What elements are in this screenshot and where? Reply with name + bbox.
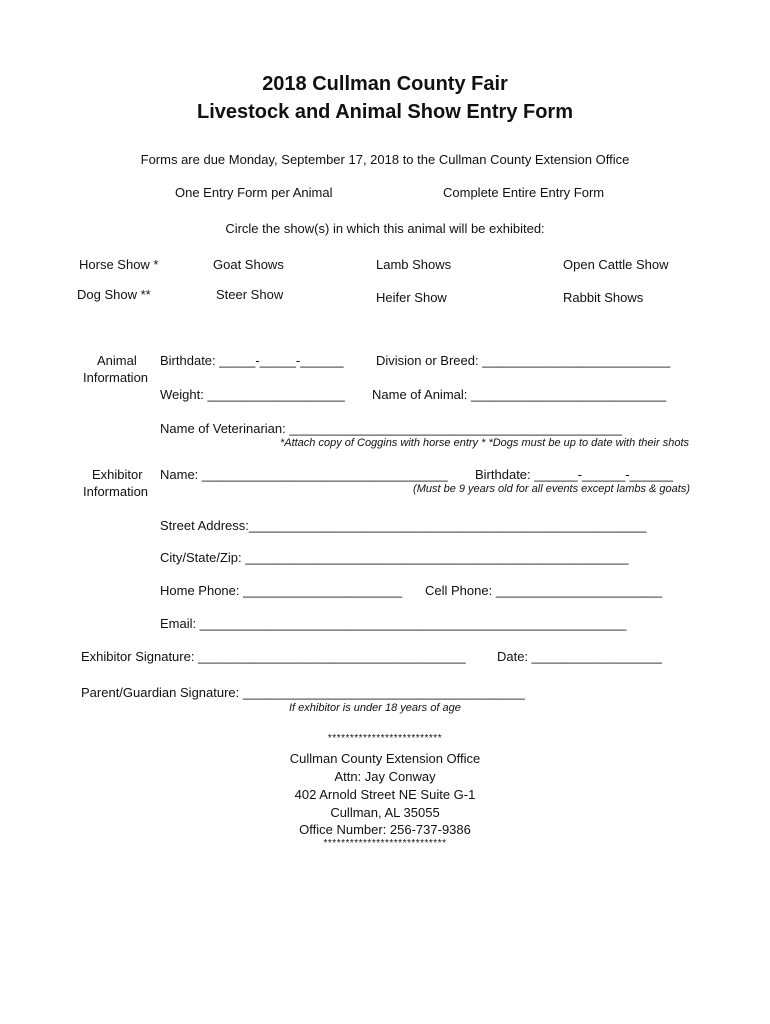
cell-phone-field[interactable]: Cell Phone: _______________________ xyxy=(425,583,663,598)
exhibitor-section-heading: Exhibitor xyxy=(92,467,143,482)
exhibitor-section-heading-2: Information xyxy=(83,484,149,499)
office-street: 402 Arnold Street NE Suite G-1 xyxy=(294,787,476,802)
age-note: (Must be 9 years old for all events except lambs & goats) xyxy=(413,483,690,495)
street-address-field[interactable]: Street Address:_______________________________________________________ xyxy=(160,518,647,533)
exhibitor-signature-field[interactable]: Exhibitor Signature: _____________________________________ xyxy=(81,649,466,664)
animal-section-heading-2: Information xyxy=(83,370,149,385)
animal-name-field[interactable]: Name of Animal: ___________________________ xyxy=(372,387,667,402)
one-entry-rule: One Entry Form per Animal xyxy=(175,185,333,200)
goat-show-option[interactable]: Goat Shows xyxy=(213,257,284,272)
horse-show-option[interactable]: Horse Show * xyxy=(79,257,159,272)
weight-field[interactable]: Weight: ___________________ xyxy=(160,387,345,402)
complete-form-rule: Complete Entire Entry Form xyxy=(443,185,605,200)
steer-show-option[interactable]: Steer Show xyxy=(216,287,284,302)
rabbit-show-option[interactable]: Rabbit Shows xyxy=(563,290,644,305)
exhibitor-name-field[interactable]: Name: __________________________________ xyxy=(160,467,448,482)
animal-birthdate-field[interactable]: Birthdate: _____-_____-______ xyxy=(160,353,344,368)
division-breed-field[interactable]: Division or Breed: __________________________ xyxy=(376,353,671,368)
vet-note: *Attach copy of Coggins with horse entry * *Dogs must be up to date with their shots xyxy=(279,437,689,449)
parent-signature-note: If exhibitor is under 18 years of age xyxy=(289,702,461,714)
due-date-line: Forms are due Monday, September 17, 2018 to the Cullman County Extension Office xyxy=(140,152,630,167)
form-title-line1: 2018 Cullman County Fair xyxy=(262,73,508,95)
office-phone: Office Number: 256-737-9386 xyxy=(299,822,471,837)
stars-divider-top: ************************** xyxy=(327,733,443,744)
office-city: Cullman, AL 35055 xyxy=(330,805,440,820)
email-field[interactable]: Email: ___________________________________________________________ xyxy=(160,616,627,631)
form-title-line2: Livestock and Animal Show Entry Form xyxy=(197,101,573,123)
veterinarian-field[interactable]: Name of Veterinarian: ______________________________________________ xyxy=(160,421,622,436)
stars-divider-bottom: **************************** xyxy=(323,838,447,849)
open-cattle-show-option[interactable]: Open Cattle Show xyxy=(563,257,669,272)
city-state-zip-field[interactable]: City/State/Zip: _____________________________________________________ xyxy=(160,550,629,565)
exhibitor-birthdate-field[interactable]: Birthdate: ______-______-______ xyxy=(475,467,674,482)
lamb-show-option[interactable]: Lamb Shows xyxy=(376,257,452,272)
animal-section-heading: Animal xyxy=(97,353,137,368)
home-phone-field[interactable]: Home Phone: ______________________ xyxy=(160,583,403,598)
dog-show-option[interactable]: Dog Show ** xyxy=(77,287,151,302)
office-name: Cullman County Extension Office xyxy=(289,751,481,766)
signature-date-field[interactable]: Date: __________________ xyxy=(497,649,662,664)
parent-signature-field[interactable]: Parent/Guardian Signature: _______________________________________ xyxy=(81,685,525,700)
office-attn: Attn: Jay Conway xyxy=(334,769,436,784)
heifer-show-option[interactable]: Heifer Show xyxy=(376,290,447,305)
circle-instruction: Circle the show(s) in which this animal will be exhibited: xyxy=(225,221,545,236)
